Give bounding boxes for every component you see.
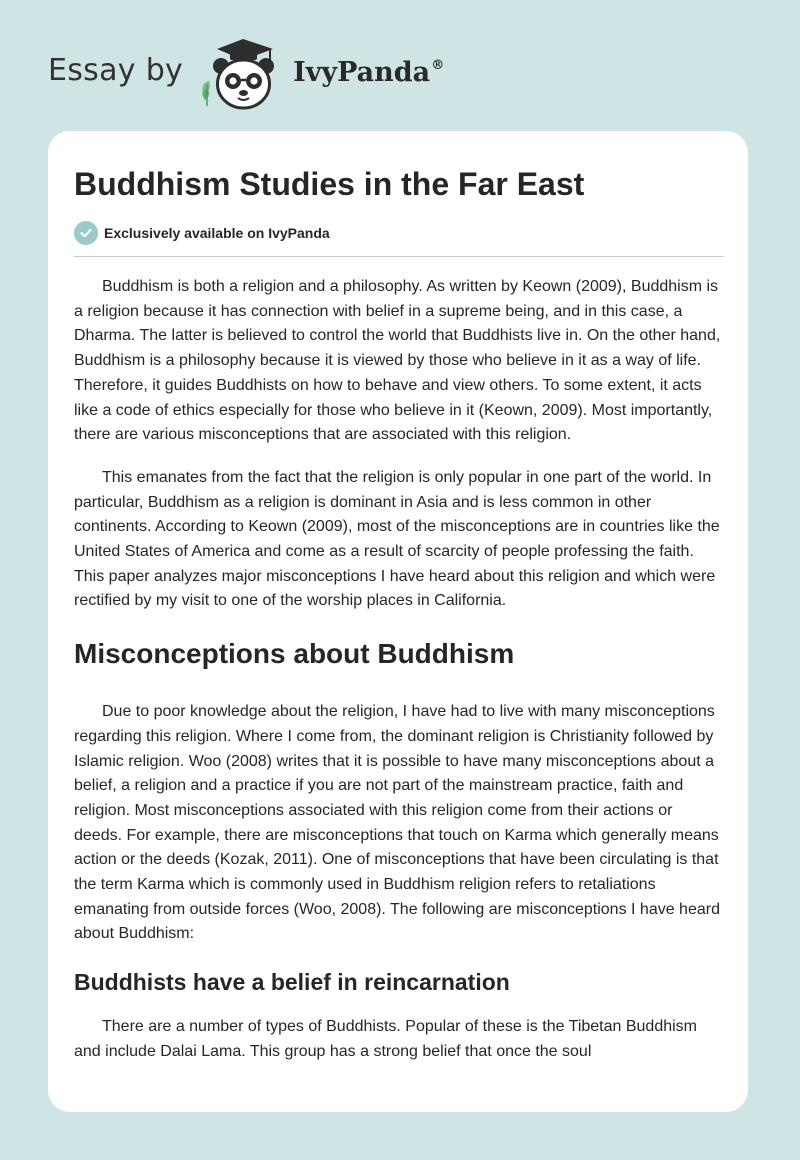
title-divider [74,256,724,257]
brand-name-text: IvyPanda [293,56,431,88]
registered-mark: ® [431,57,445,73]
subsection-paragraph: There are a number of types of Buddhists. Popular of these is the Tibetan Buddhism and include Dalai Lama. This group has a strong belief that once the soul [74,1018,698,1060]
essay-card [48,131,748,1112]
paragraph-2: This emanates from the fact that the religion is only popular in one part of the world. In particular, Buddhism as a religion is dominant in Asia and is less common in other continents. According to Keown (2009), most of the misconceptions are in countries like the United States of America and come as a result of scarcity of people professing the faith. This paper analyzes major misconceptions I have heard about this religion and which were rectified by my visit to one of the worship places in California. [74,468,720,610]
badge-text: Exclusively available on IvyPanda [104,225,330,241]
brand-prefix: Essay by [48,52,184,88]
panda-graduate-icon[interactable] [197,36,289,112]
essay-title: Buddhism Studies in the Far East [74,166,585,202]
check-circle-icon [74,221,98,245]
site-header [48,36,444,112]
subsection-heading: Buddhists have a belief in reincarnation [74,969,510,996]
brand-name[interactable] [293,57,444,88]
section-heading: Misconceptions about Buddhism [74,638,515,670]
paragraph-1: Buddhism is both a religion and a philosophy. As written by Keown (2009), Buddhism is a religion because it has connection with belief in a supreme being, and in this case, a Dharma. The latter is believed to control the world that Buddhists live in. On the other hand, Buddhism is a philosophy because it is viewed by those who believe in it as a way of life. Therefore, it guides Buddhists on how to behave and view others. To some extent, it acts like a code of ethics especially for those who believe in it (Keown, 2009). Most importantly, there are various misconceptions that are associated with this religion. [74,278,721,444]
essay-content [74,165,724,1065]
exclusive-badge [74,220,724,246]
section-paragraph: Due to poor knowledge about the religion, I have had to live with many misconceptions regarding this religion. Where I come from, the dominant religion is Christianity followed by Islamic religion. Woo (2008) writes that it is possible to have many misconceptions about a belief, a religion and a practice if you are not part of the mainstream practice, faith and religion. Most misconceptions associated with this religion come from their actions or deeds. For example, there are misconceptions that touch on Karma which generally means action or the deeds (Kozak, 2011). One of misconceptions that have been circulating is that the term Karma which is commonly used in Buddhism religion refers to retaliations emanating from outside forces (Woo, 2008). The following are misconceptions I have heard about Buddhism: [74,703,720,943]
